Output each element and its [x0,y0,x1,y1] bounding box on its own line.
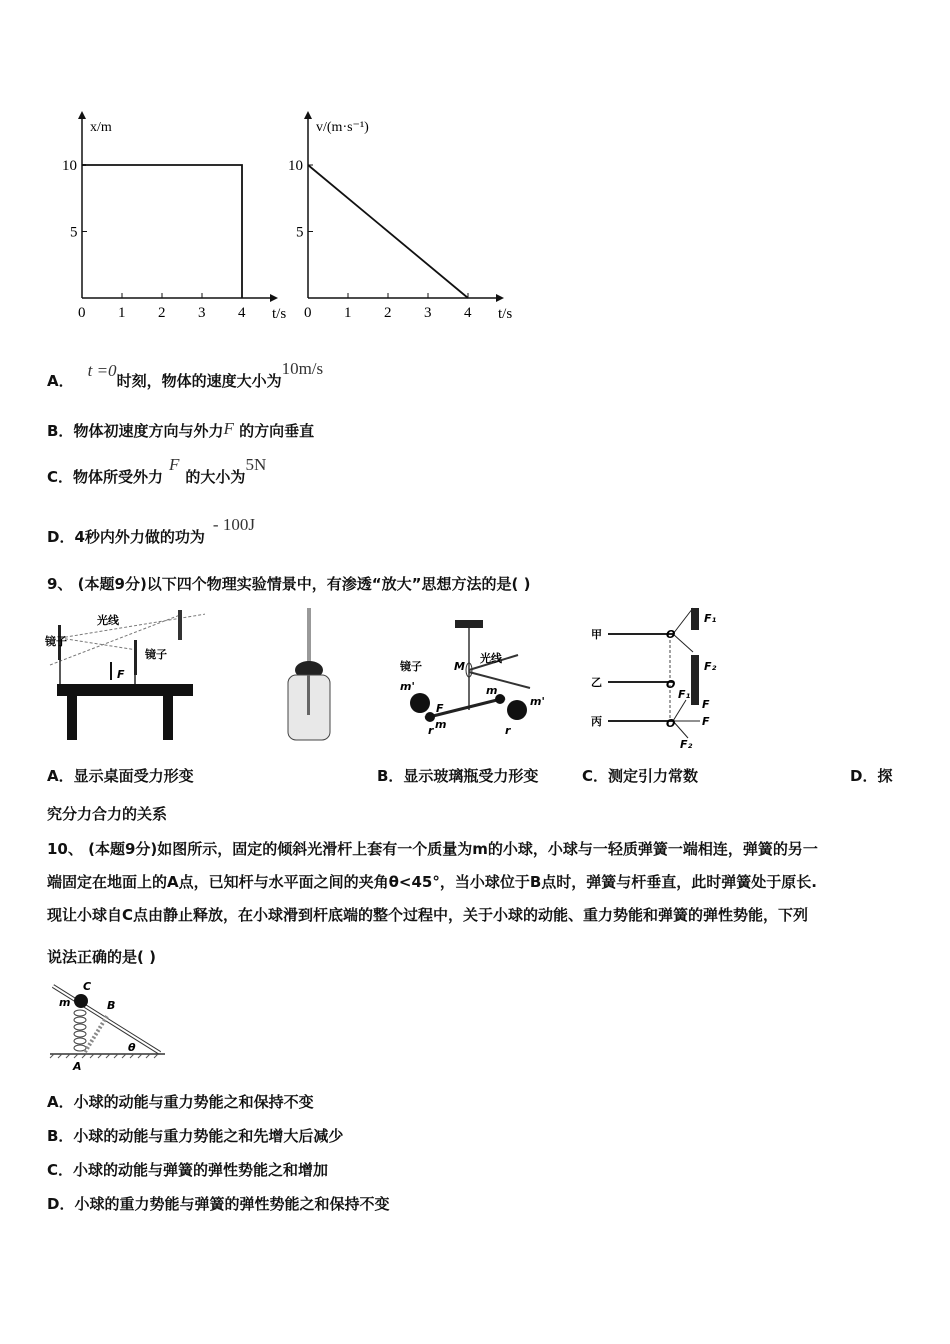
svg-text:F: F [702,698,710,711]
x-axis-label: t/s [272,306,287,322]
q10-figure-spring-rod [45,978,175,1073]
q9-option-d: D．探 [850,767,893,785]
q10-stem-line4: 说法正确的是( ) [47,948,156,966]
y-axis-label: v/(m·s⁻¹) [316,120,369,135]
svg-text:m': m' [400,680,415,693]
q9-option-c: C．测定引力常数 [582,767,699,785]
y-tick-label: 5 [70,224,78,241]
svg-text:O: O [666,628,676,641]
y-axis-arrow [304,111,312,119]
svg-text:F₁: F₁ [678,688,691,701]
svg-text:F₂: F₂ [680,738,693,750]
q9-option-b: B．显示玻璃瓶受力形变 [377,767,539,785]
q9-stem: 9、 (本题9分)以下四个物理实验情景中，有渗透“放大”思想方法的是( ) [47,575,531,593]
q10-option-a: A．小球的动能与重力势能之和保持不变 [47,1093,314,1111]
q9-figure-force-composition [588,600,728,750]
y-tick-label: 10 [288,158,303,174]
svg-text:甲: 甲 [591,628,602,641]
svg-text:F: F [702,715,710,728]
q8-option-d: D．4秒内外力做的功为- 100J [47,515,255,546]
q8-option-b: B．物体初速度方向与外力F 的方向垂直 [47,419,315,440]
q10-option-b: B．小球的动能与重力势能之和先增大后减少 [47,1127,344,1145]
svg-text:镜子: 镜子 [45,635,67,648]
svg-text:m': m' [530,695,545,708]
x-tick-label: 2 [384,305,392,321]
q9-figure-torsion-balance [400,600,560,750]
svg-text:O: O [666,717,676,730]
x-tick-label: 1 [118,305,126,321]
motion-graphs [40,105,520,325]
q8-option-a: A．t =0时刻，物体的速度大小为10m/s [47,359,324,390]
x-tick-label: 1 [344,305,352,321]
svg-text:F: F [436,702,444,715]
data-line-2 [308,165,468,298]
x-axis-arrow [496,294,504,302]
x-tick-label: 3 [198,305,206,321]
svg-text:m: m [59,996,71,1009]
q9-option-a: A．显示桌面受力形变 [47,767,194,785]
q8-option-c: C．物体所受外力F的大小为5N [47,455,267,486]
svg-text:B: B [107,999,116,1012]
q9-option-d-cont: 究分力合力的关系 [47,805,168,823]
svg-text:m: m [486,684,498,697]
svg-text:O: O [666,678,676,691]
y-tick-label: 10 [62,158,77,174]
svg-text:乙: 乙 [591,676,602,689]
y-axis-label: x/m [90,120,112,135]
svg-text:F₂: F₂ [704,660,717,673]
x-tick-label: 3 [424,305,432,321]
data-line-1 [82,165,242,298]
y-tick-label: 5 [296,224,304,241]
svg-text:镜子: 镜子 [400,660,422,673]
svg-text:M: M [454,660,465,673]
svg-text:m: m [435,718,447,731]
x-tick-label: 4 [238,305,246,321]
y-axis-arrow [78,111,86,119]
x-tick-label: 0 [78,305,86,321]
svg-text:光线: 光线 [97,614,119,627]
svg-text:C: C [83,980,92,993]
x-tick-label: 0 [304,305,312,321]
x-axis-label: t/s [498,306,513,322]
q10-option-c: C．小球的动能与弹簧的弹性势能之和增加 [47,1161,329,1179]
svg-text:r: r [428,724,434,737]
x-tick-label: 4 [464,305,472,321]
svg-text:F₁: F₁ [704,612,717,625]
q9-figure-bottle [280,600,340,750]
q9-figure-table-mirror [45,600,205,750]
x-tick-label: 2 [158,305,166,321]
x-axis-arrow [270,294,278,302]
svg-text:镜子: 镜子 [145,648,167,661]
svg-text:丙: 丙 [591,715,602,728]
q10-stem-line3: 现让小球自C点由静止释放，在小球滑到杆底端的整个过程中，关于小球的动能、重力势能和弹簧的弹性势能，下列 [47,906,809,924]
svg-text:r: r [505,724,511,737]
svg-text:A: A [73,1060,82,1073]
svg-text:θ: θ [128,1041,136,1054]
q10-option-d: D．小球的重力势能与弹簧的弹性势能之和保持不变 [47,1195,390,1213]
svg-text:光线: 光线 [480,652,502,665]
q10-stem-line1: 10、 (本题9分)如图所示，固定的倾斜光滑杆上套有一个质量为m的小球，小球与一轻质弹簧一端相连，弹簧的另一 [47,840,818,858]
q10-stem-line2: 端固定在地面上的A点，已知杆与水平面之间的夹角θ<45°，当小球位于B点时，弹簧与杆垂直，此时弹簧处于原长. [47,873,817,891]
svg-text:F: F [117,668,125,681]
